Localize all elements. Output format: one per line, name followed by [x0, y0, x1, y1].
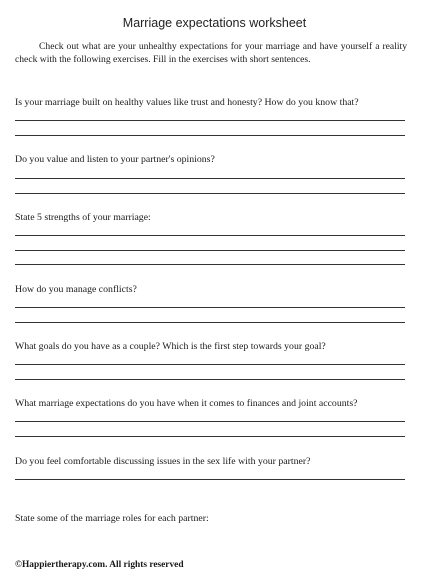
answer-line[interactable] [15, 307, 405, 308]
answer-line[interactable] [15, 364, 405, 365]
answer-line[interactable] [15, 235, 405, 236]
answer-line[interactable] [15, 178, 405, 179]
question-2: Do you value and listen to your partner's opinions? [15, 154, 215, 165]
answer-line[interactable] [15, 193, 405, 194]
question-8: State some of the marriage roles for each partner: [15, 513, 209, 524]
answer-line[interactable] [15, 479, 405, 480]
question-6: What marriage expectations do you have when it comes to finances and joint accounts? [15, 398, 358, 409]
question-3: State 5 strengths of your marriage: [15, 212, 151, 223]
question-5: What goals do you have as a couple? Which is the first step towards your goal? [15, 341, 326, 352]
question-7: Do you feel comfortable discussing issues in the sex life with your partner? [15, 456, 311, 467]
worksheet-title: Marriage expectations worksheet [122, 16, 307, 30]
copyright-footer: ©Happiertherapy.com. All rights reserved [15, 560, 184, 570]
answer-line[interactable] [15, 421, 405, 422]
answer-line[interactable] [15, 264, 405, 265]
question-4: How do you manage conflicts? [15, 284, 137, 295]
answer-line[interactable] [15, 250, 405, 251]
question-1: Is your marriage built on healthy values like trust and honesty? How do you know that? [15, 97, 359, 108]
answer-line[interactable] [15, 436, 405, 437]
answer-line[interactable] [15, 135, 405, 136]
answer-line[interactable] [15, 120, 405, 121]
answer-line[interactable] [15, 379, 405, 380]
answer-line[interactable] [15, 322, 405, 323]
worksheet-intro: Check out what are your unhealthy expectations for your marriage and have yourself a reality check with the following exercises. Fill in the exercises with short sentences. [15, 41, 407, 65]
